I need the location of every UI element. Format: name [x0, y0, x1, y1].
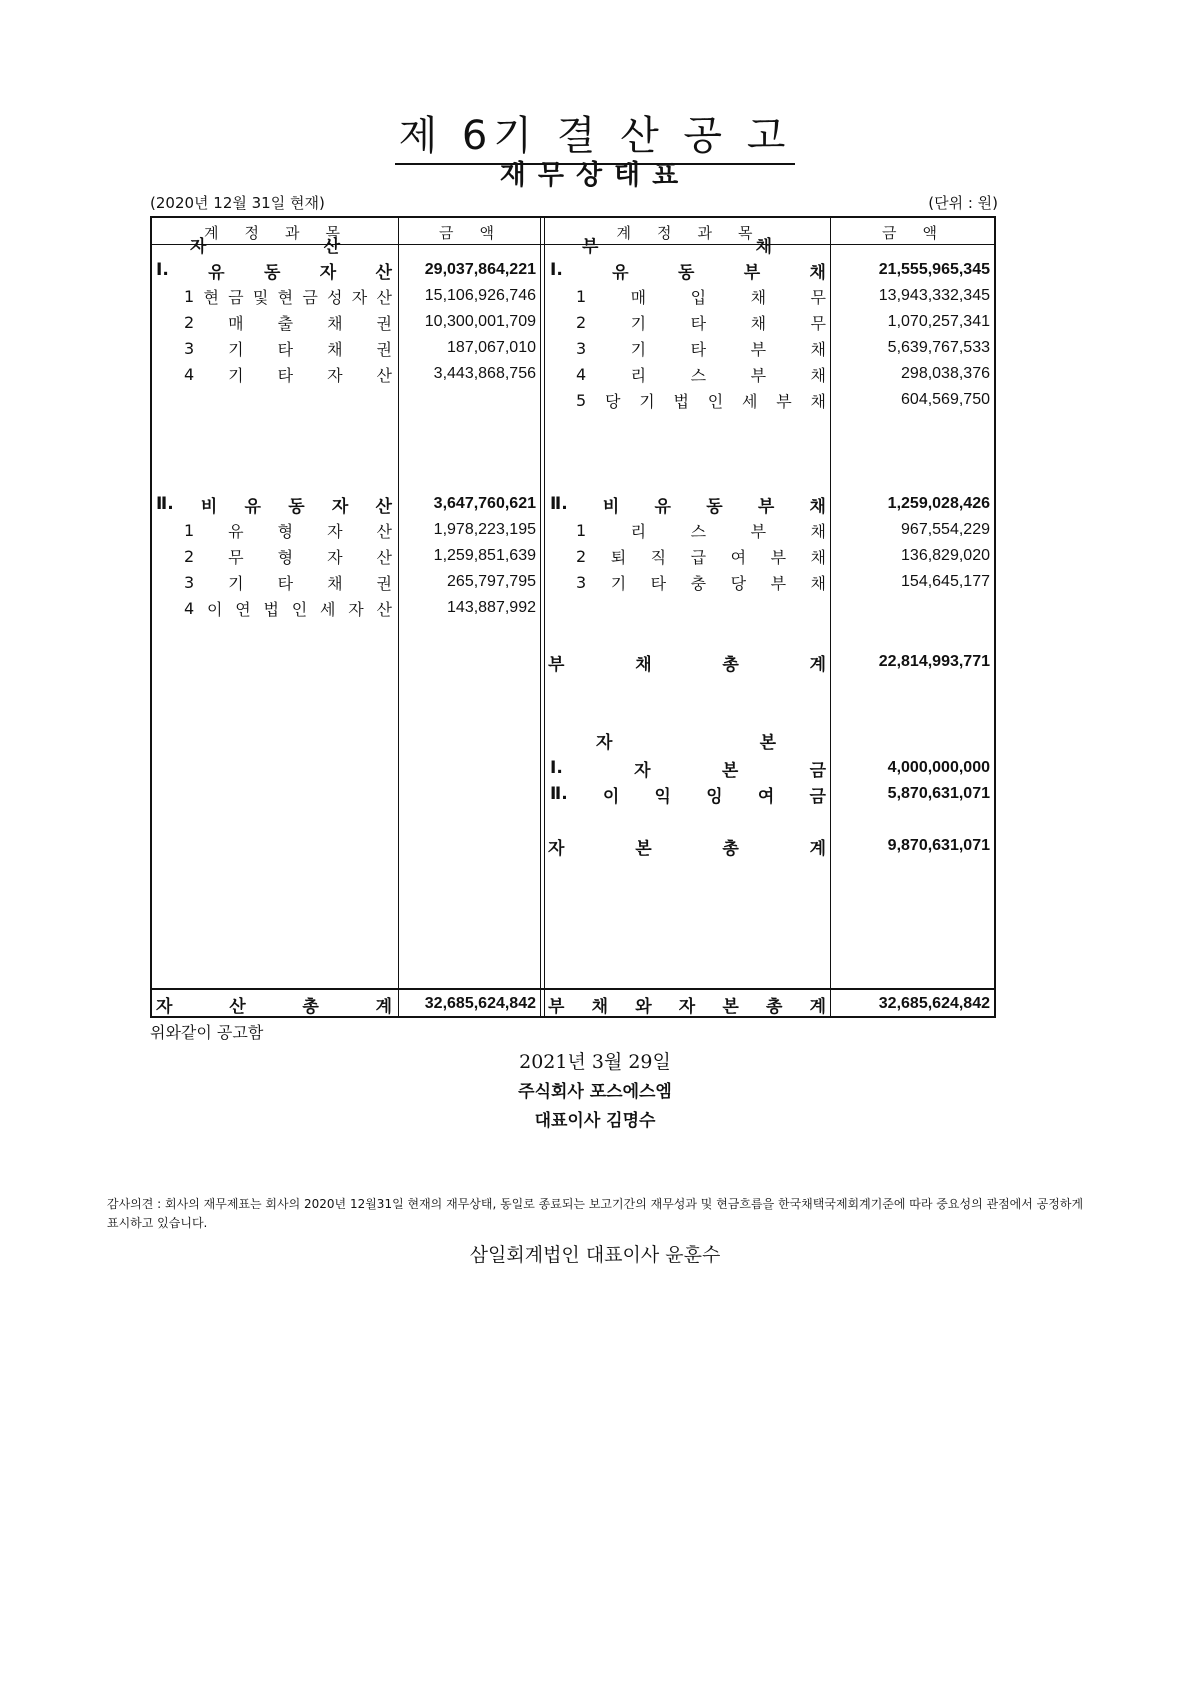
label-char: 채	[810, 573, 826, 593]
label-char: 자	[190, 236, 207, 257]
mid-divider	[544, 218, 545, 1016]
label-char: Ⅱ.	[550, 494, 568, 514]
label-char: 여	[757, 786, 775, 807]
asset-item-label	[184, 334, 392, 362]
asset-item-amount: 1,259,851,639	[433, 547, 536, 564]
label-char: 무	[228, 547, 244, 567]
label-char: 본	[759, 732, 776, 753]
asset-item-label	[184, 542, 392, 570]
noncurrent-liabilities-label	[550, 490, 826, 518]
label-char: 연	[235, 599, 251, 619]
equity-item-amount: 5,870,631,071	[887, 785, 990, 802]
label-char: 계	[375, 996, 392, 1017]
label-char: 직	[650, 547, 667, 567]
total-liabilities-equity-label	[548, 990, 826, 1018]
noncurrent-liabilities-amount: 1,259,028,426	[887, 495, 990, 512]
current-assets-amount: 29,037,864,221	[424, 261, 536, 278]
label-char: 부	[750, 339, 767, 359]
label-char: 형	[277, 521, 294, 541]
label-char: 기	[610, 573, 627, 593]
label-char: 자	[351, 287, 368, 307]
label-char: 타	[690, 313, 707, 333]
label-char: 산	[376, 599, 392, 619]
label-char: 무	[810, 313, 826, 333]
header-char: 정	[244, 223, 265, 242]
total-assets-label	[156, 990, 392, 1018]
label-char: 금	[302, 287, 318, 307]
current-assets-label	[156, 256, 392, 284]
label-char: 부	[750, 521, 767, 541]
notice-title: 제 6기 결 산 공 고	[0, 104, 1190, 165]
label-char: 산	[376, 365, 392, 385]
label-char: Ⅰ.	[156, 260, 169, 280]
label-char: 입	[690, 287, 707, 307]
label-char: 채	[809, 496, 826, 517]
label-char: 3	[184, 338, 195, 358]
label-char: 부	[548, 654, 565, 675]
label-char: 채	[810, 547, 826, 567]
label-char: 총	[765, 996, 783, 1017]
label-char: 2	[576, 312, 587, 332]
section-liabilities	[582, 230, 772, 258]
label-char: 1	[184, 520, 195, 540]
label-char: 기	[228, 573, 244, 593]
liability-item-label	[576, 308, 826, 336]
label-char: 매	[630, 287, 647, 307]
company-name: 주식회사 포스에스엠	[518, 1082, 672, 1102]
noncurrent-assets-label	[156, 490, 392, 518]
asset-item-label	[184, 360, 392, 388]
label-char: 와	[635, 996, 652, 1017]
label-char: 2	[576, 546, 587, 566]
label-char: 동	[677, 262, 695, 283]
label-char: 산	[323, 236, 340, 257]
current-liabilities-label	[550, 256, 826, 284]
label-char: 3	[576, 572, 587, 592]
statement-title: 재무상태표	[499, 160, 691, 191]
label-char: 금	[809, 786, 826, 807]
label-char: 권	[376, 313, 392, 333]
label-char: 산	[376, 547, 392, 567]
label-char: 비	[200, 496, 218, 517]
label-char: 본	[635, 838, 652, 859]
label-char: 4	[184, 364, 195, 384]
audit-opinion: 감사의견 : 회사의 재무제표는 회사의 2020년 12월31일 현재의 재무상태, 동일로 종료되는 보고기간의 재무성과 및 현금흐름을 한국채택국제회계기준에 따라 중요성의 관점에서 공정하게 표시하고 있습니다.	[107, 1197, 1084, 1230]
label-char: 산	[376, 287, 392, 307]
label-char: 이	[206, 599, 223, 619]
label-char: 부	[770, 547, 787, 567]
header-char: 금	[882, 223, 903, 242]
label-char: 채	[327, 313, 343, 333]
label-char: 1	[576, 520, 587, 540]
liability-item-label	[576, 386, 826, 414]
label-char: 4	[576, 364, 587, 384]
label-char: 부	[743, 262, 761, 283]
label-char: 산	[375, 262, 392, 283]
header-char: 액	[479, 223, 500, 242]
currency-unit: (단위 : 원)	[928, 194, 998, 212]
liability-item-amount: 154,645,177	[901, 573, 990, 590]
label-char: 법	[263, 599, 279, 619]
label-char: 인	[707, 391, 724, 411]
label-char: 여	[730, 547, 747, 567]
label-char: 채	[810, 339, 826, 359]
label-char: 자	[156, 996, 173, 1017]
liability-item-amount: 5,639,767,533	[887, 339, 990, 356]
header-char: 액	[922, 223, 943, 242]
label-char: 충	[690, 573, 707, 593]
label-char: 채	[591, 996, 609, 1017]
label-char: 채	[635, 654, 652, 675]
label-char: 계	[809, 838, 826, 859]
header-char: 과	[285, 223, 306, 242]
total-liabilities-label	[548, 648, 826, 676]
label-char: 인	[291, 599, 308, 619]
asset-item-label	[184, 282, 392, 310]
label-char: 금	[809, 760, 826, 781]
label-char: 기	[630, 339, 647, 359]
label-char: 현	[203, 287, 219, 307]
asset-item-amount: 10,300,001,709	[424, 313, 536, 330]
col-divider	[398, 218, 399, 1016]
label-char: 무	[810, 287, 826, 307]
label-char: 이	[602, 786, 620, 807]
as-of-date: (2020년 12월 31일 현재)	[150, 194, 325, 212]
label-char: 현	[277, 287, 294, 307]
liability-item-amount: 1,070,257,341	[887, 313, 990, 330]
label-char: 산	[376, 521, 392, 541]
liability-item-amount: 604,569,750	[901, 391, 990, 408]
label-char: 법	[673, 391, 689, 411]
label-char: 급	[690, 547, 707, 567]
label-char: 3	[576, 338, 587, 358]
label-char: 당	[730, 573, 747, 593]
label-char: 자	[678, 996, 696, 1017]
label-char: 채	[809, 262, 826, 283]
label-char: 스	[690, 521, 707, 541]
header-amount-right	[831, 220, 994, 244]
label-char: 산	[375, 496, 392, 517]
label-char: 계	[809, 654, 826, 675]
label-char: 4	[184, 598, 195, 618]
label-char: 자	[348, 599, 364, 619]
liability-item-label	[576, 360, 826, 388]
label-char: 금	[228, 287, 244, 307]
label-char: 기	[228, 365, 244, 385]
liability-item-amount: 136,829,020	[901, 547, 990, 564]
label-char: 동	[288, 496, 305, 517]
label-char: 채	[750, 313, 767, 333]
label-char: 동	[706, 496, 723, 517]
label-char: 채	[810, 365, 826, 385]
label-char: 유	[612, 262, 629, 283]
label-char: 자	[548, 838, 565, 859]
label-char: 채	[327, 339, 343, 359]
notice-statement: 위와같이 공고함	[150, 1023, 264, 1042]
label-char: 본	[722, 996, 739, 1017]
label-char: 기	[639, 391, 655, 411]
label-char: 익	[654, 786, 671, 807]
label-char: Ⅱ.	[550, 784, 568, 804]
label-char: 총	[722, 838, 739, 859]
label-char: 5	[576, 390, 587, 410]
liability-item-amount: 13,943,332,345	[878, 287, 990, 304]
label-char: 부	[582, 236, 599, 257]
liability-item-label	[576, 282, 826, 310]
asset-item-label	[184, 308, 392, 336]
label-char: Ⅱ.	[156, 494, 174, 514]
publication-date: 2021년 3월 29일	[519, 1051, 671, 1073]
label-char: 매	[228, 313, 244, 333]
equity-item-label	[550, 754, 826, 782]
label-char: 타	[650, 573, 667, 593]
label-char: 타	[277, 339, 294, 359]
label-char: 리	[630, 521, 647, 541]
asset-item-amount: 3,443,868,756	[433, 365, 536, 382]
label-char: 자	[596, 732, 613, 753]
label-char: 형	[277, 547, 294, 567]
header-char: 목	[325, 223, 346, 242]
label-char: 기	[228, 339, 244, 359]
label-char: 세	[319, 599, 336, 619]
label-char: 3	[184, 572, 195, 592]
liability-item-label	[576, 542, 826, 570]
label-char: 채	[810, 391, 826, 411]
label-char: 출	[277, 313, 294, 333]
label-char: 부	[757, 496, 775, 517]
company-ceo: 대표이사 김명수	[534, 1111, 656, 1131]
label-char: 리	[630, 365, 647, 385]
total-liabilities-amount: 22,814,993,771	[878, 653, 990, 670]
label-char: 자	[327, 547, 343, 567]
label-char: 타	[277, 365, 294, 385]
label-char: 잉	[706, 786, 723, 807]
label-char: 자	[327, 521, 343, 541]
label-char: 채	[755, 236, 772, 257]
label-char: 퇴	[610, 547, 627, 567]
section-equity	[596, 726, 776, 754]
label-char: 1	[184, 286, 195, 306]
label-char: 총	[722, 654, 739, 675]
label-char: Ⅰ.	[550, 758, 563, 778]
label-char: 성	[327, 287, 343, 307]
label-char: 유	[654, 496, 671, 517]
asset-item-amount: 15,106,926,746	[424, 287, 536, 304]
label-char: 채	[327, 573, 343, 593]
asset-item-label	[184, 568, 392, 596]
total-equity-amount: 9,870,631,071	[887, 837, 990, 854]
header-char: 목	[738, 223, 759, 242]
label-char: 1	[576, 286, 587, 306]
label-char: 총	[302, 996, 319, 1017]
total-liabilities-equity-amount: 32,685,624,842	[878, 995, 990, 1012]
header-amount-left	[399, 220, 540, 244]
liability-item-label	[576, 334, 826, 362]
asset-item-amount: 1,978,223,195	[433, 521, 536, 538]
label-char: 유	[228, 521, 244, 541]
label-char: 권	[376, 573, 392, 593]
label-char: 부	[750, 365, 767, 385]
label-char: 세	[741, 391, 758, 411]
label-char: 동	[263, 262, 281, 283]
header-char: 과	[697, 223, 718, 242]
header-char: 계	[204, 223, 225, 242]
liability-item-amount: 298,038,376	[901, 365, 990, 382]
label-char: 권	[376, 339, 392, 359]
label-char: 자	[634, 760, 651, 781]
label-char: 유	[208, 262, 225, 283]
label-char: 채	[750, 287, 767, 307]
header-char: 정	[657, 223, 678, 242]
asset-item-amount: 265,797,795	[447, 573, 536, 590]
current-liabilities-amount: 21,555,965,345	[878, 261, 990, 278]
liability-item-amount: 967,554,229	[901, 521, 990, 538]
auditor-signature: 삼일회계법인 대표이사 윤훈수	[469, 1244, 721, 1266]
label-char: 산	[229, 996, 246, 1017]
mid-divider	[540, 218, 541, 1016]
label-char: 자	[327, 365, 343, 385]
asset-item-label	[184, 516, 392, 544]
label-char: 계	[809, 996, 826, 1017]
equity-item-amount: 4,000,000,000	[887, 759, 990, 776]
header-char: 계	[616, 223, 637, 242]
label-char: 당	[604, 391, 621, 411]
asset-item-amount: 187,067,010	[447, 339, 536, 356]
label-char: 유	[244, 496, 261, 517]
label-char: 비	[602, 496, 620, 517]
label-char: 2	[184, 546, 195, 566]
label-char: 2	[184, 312, 195, 332]
label-char: Ⅰ.	[550, 260, 563, 280]
label-char: 부	[548, 996, 565, 1017]
noncurrent-assets-amount: 3,647,760,621	[433, 495, 536, 512]
label-char: 부	[770, 573, 787, 593]
header-char: 금	[439, 223, 460, 242]
label-char: 타	[690, 339, 707, 359]
equity-item-label	[550, 780, 826, 808]
asset-item-amount: 143,887,992	[447, 599, 536, 616]
total-equity-label	[548, 832, 826, 860]
col-divider	[830, 218, 831, 1016]
asset-item-label	[184, 594, 392, 622]
liability-item-label	[576, 568, 826, 596]
balance-sheet-table	[150, 216, 996, 1018]
label-char: 타	[277, 573, 294, 593]
label-char: 및	[252, 287, 269, 307]
label-char: 본	[721, 760, 739, 781]
section-assets	[190, 230, 340, 258]
label-char: 부	[776, 391, 792, 411]
liability-item-label	[576, 516, 826, 544]
total-assets-amount: 32,685,624,842	[424, 995, 536, 1012]
label-char: 기	[630, 313, 647, 333]
label-char: 자	[331, 496, 349, 517]
label-char: 채	[810, 521, 826, 541]
label-char: 자	[319, 262, 337, 283]
label-char: 스	[690, 365, 707, 385]
